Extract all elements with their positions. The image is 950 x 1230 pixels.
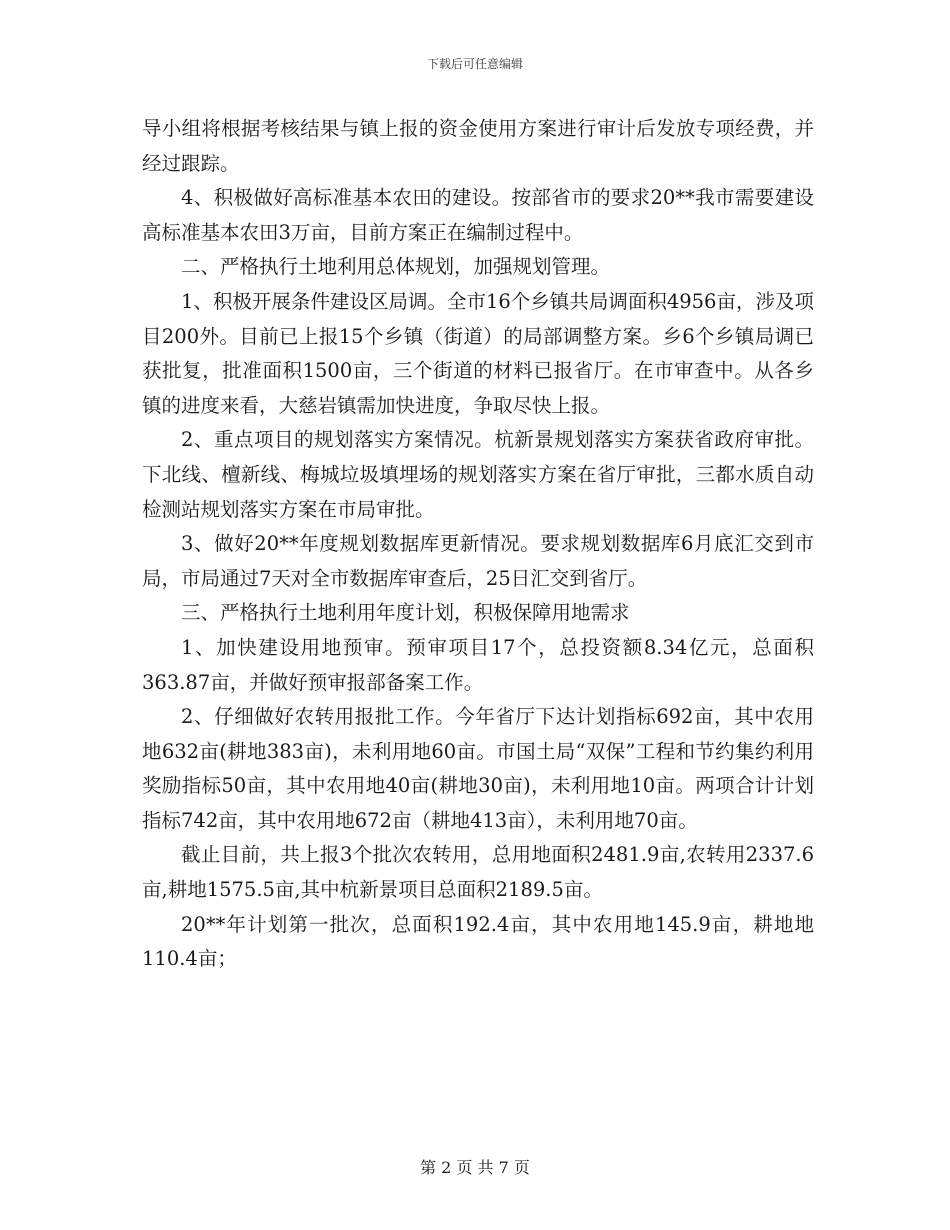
paragraph: 3、做好20**年度规划数据库更新情况。要求规划数据库6月底汇交到市局，市局通过7天对全市数据库审查后，25日汇交到省厅。 bbox=[142, 532, 814, 590]
section-heading: 二、严格执行土地利用总体规划，加强规划管理。 bbox=[181, 255, 611, 279]
section-heading: 三、严格执行土地利用年度计划，积极保障用地需求 bbox=[181, 601, 630, 625]
page-footer bbox=[0, 1155, 950, 1178]
header-text: 下载后可任意编辑 bbox=[426, 57, 523, 71]
paragraph: 截止目前，共上报3个批次农转用，总用地面积2481.9亩,农转用2337.6亩,耕地1575.5亩,其中杭新景项目总面积2189.5亩。 bbox=[142, 843, 814, 902]
paragraph: 1、积极开展条件建设区局调。全市16个乡镇共局调面积4956亩，涉及项目200外。目前已上报15个乡镇（街道）的局部调整方案。乡6个乡镇局调已获批复，批准面积1500亩，三个街道的材料已报省厅。在市审查中。从各乡镇的进度来看，大慈岩镇需加快进度，争取尽快上报。 bbox=[142, 289, 814, 417]
paragraph: 4、积极做好高标准基本农田的建设。按部省市的要求20**我市需要建设高标准基本农田3万亩，目前方案正在编制过程中。 bbox=[142, 186, 814, 244]
paragraph: 20**年计划第一批次，总面积192.4亩，其中农用地145.9亩，耕地地110.4亩； bbox=[142, 912, 814, 971]
paragraph: 2、仔细做好农转用报批工作。今年省厅下达计划指标692亩，其中农用地632亩(耕地383亩)，未利用地60亩。市国土局“双保”工程和节约集约利用奖励指标50亩，其中农用地40亩(耕地30亩)，未利用地10亩。两项合计计划指标742亩，其中农用地672亩（耕地413亩），未利用地70亩。 bbox=[142, 705, 814, 832]
document-body bbox=[142, 112, 814, 977]
page-header bbox=[0, 55, 950, 72]
paragraph: 1、加快建设用地预审。预审项目17个，总投资额8.34亿元，总面积363.87亩，并做好预审报部备案工作。 bbox=[142, 635, 814, 694]
paragraph: 2、重点项目的规划落实方案情况。杭新景规划落实方案获省政府审批。下北线、檀新线、梅城垃圾填埋场的规划落实方案在省厅审批，三都水质自动检测站规划落实方案在市局审批。 bbox=[142, 428, 814, 521]
page-number: 第 2 页 共 7 页 bbox=[420, 1158, 530, 1177]
paragraph: 导小组将根据考核结果与镇上报的资金使用方案进行审计后发放专项经费，并经过跟踪。 bbox=[142, 117, 814, 175]
